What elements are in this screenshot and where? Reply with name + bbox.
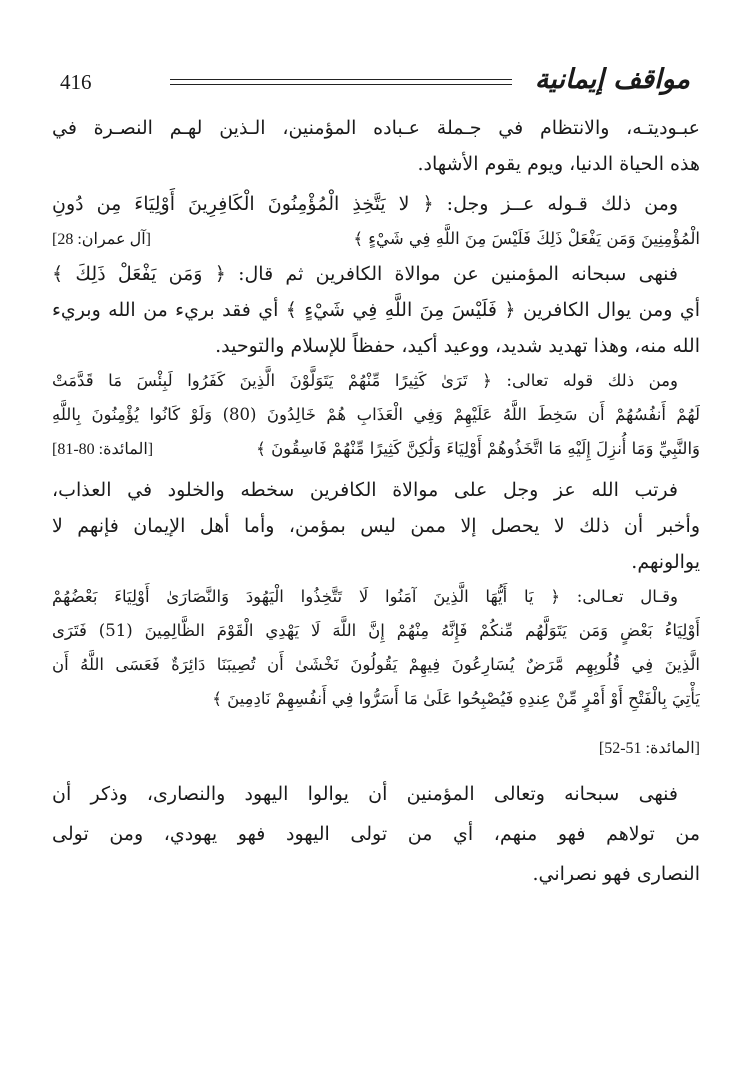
quran-verse: وقـال تعـالى: ﴿ يَا أَيُّهَا الَّذِينَ آمَنُوا لَا تَتَّخِذُوا الْيَهُودَ وَالنَّصَارَىٰ أَوْلِيَاءَ بَعْضُهُمْ bbox=[52, 587, 678, 606]
text-line: يوالونهم. bbox=[631, 551, 700, 573]
text-line: وأخبر أن ذلك لا يحصل إلا ممن ليس بمؤمن، وأما أهل الإيمان فإنهم لا bbox=[52, 515, 700, 537]
text-line: الله منه، وهذا تهديد شديد، ووعيد أكيد، حفظاً للإسلام والتوحيد. bbox=[215, 335, 700, 357]
quran-verse: لَهُمْ أَنفُسُهُمْ أَن سَخِطَ اللَّهُ عَلَيْهِمْ وَفِي الْعَذَابِ هُمْ خَالِدُونَ (80) وَلَوْ كَانُوا يُؤْمِنُونَ بِاللَّهِ bbox=[52, 405, 700, 424]
quran-verse: يَأْتِيَ بِالْفَتْحِ أَوْ أَمْرٍ مِّنْ عِندِهِ فَيُصْبِحُوا عَلَىٰ مَا أَسَرُّوا فِي أَنفُسِهِمْ نَادِمِينَ ﴾ bbox=[212, 689, 700, 708]
text-line: فنهى سبحانه المؤمنين عن موالاة الكافرين ثم قال: ﴿ وَمَن يَفْعَلْ ذَلِكَ ﴾ bbox=[52, 263, 678, 285]
page-body bbox=[52, 110, 700, 894]
verse-reference: [المائدة: 51-52] bbox=[598, 740, 700, 757]
verse-line-with-ref bbox=[52, 432, 700, 466]
header-title: مواقف إيمانية bbox=[534, 64, 690, 95]
text-line: فرتب الله عز وجل على موالاة الكافرين سخطه والخلود في العذاب، bbox=[52, 479, 678, 501]
text-line: أي ومن يوال الكافرين ﴿ فَلَيْسَ مِنَ اللَّهِ فِي شَيْءٍ ﴾ أي فقد بريء من الله وبريء bbox=[52, 299, 700, 321]
quran-verse: الْمُؤْمِنِينَ وَمَن يَفْعَلْ ذَلِكَ فَلَيْسَ مِنَ اللَّهِ فِي شَيْءٍ ﴾ bbox=[353, 229, 700, 248]
text-line: عبـوديتـه، والانتظام في جـملة عـباده المؤمنين، الـذين لهـم النصـرة في bbox=[52, 117, 700, 139]
text-line: ومن ذلك قـوله عــز وجل: ﴿ لا يَتَّخِذِ الْمُؤْمِنُونَ الْكَافِرِينَ أَوْلِيَاءَ مِن دُونِ bbox=[52, 193, 678, 215]
page-number: 416 bbox=[60, 70, 92, 94]
text-line: هذه الحياة الدنيا، ويوم يقوم الأشهاد. bbox=[417, 153, 700, 175]
text-line: فنهى سبحانه وتعالى المؤمنين أن يوالوا اليهود والنصارى، وذكر أن bbox=[52, 783, 678, 805]
text-line: النصارى فهو نصراني. bbox=[532, 863, 700, 885]
quran-verse: وَالنَّبِيِّ وَمَا أُنزِلَ إِلَيْهِ مَا اتَّخَذُوهُمْ أَوْلِيَاءَ وَلَٰكِنَّ كَثِيرًا مِّنْهُمْ فَاسِقُونَ ﴾ bbox=[256, 439, 700, 458]
quran-verse: ومن ذلك قوله تعالى: ﴿ تَرَىٰ كَثِيرًا مِّنْهُمْ يَتَوَلَّوْنَ الَّذِينَ كَفَرُوا لَبِئْسَ مَا قَدَّمَتْ bbox=[52, 371, 678, 390]
header-rule bbox=[170, 79, 512, 85]
text-line: من تولاهم فهو منهم، أي من تولى اليهود فهو يهودي، ومن تولى bbox=[52, 823, 700, 845]
verse-reference: [المائدة: 80-81] bbox=[52, 441, 154, 458]
verse-reference: [آل عمران: 28] bbox=[52, 231, 151, 248]
verse-line-with-ref bbox=[52, 222, 700, 256]
quran-verse: أَوْلِيَاءُ بَعْضٍ وَمَن يَتَوَلَّهُم مِّنكُمْ فَإِنَّهُ مِنْهُمْ إِنَّ اللَّهَ لَا يَهْدِي الْقَوْمَ الظَّالِمِينَ (51) فَتَرَى bbox=[52, 621, 700, 640]
quran-verse: الَّذِينَ فِي قُلُوبِهِم مَّرَضٌ يُسَارِعُونَ فِيهِمْ يَقُولُونَ نَخْشَىٰ أَن تُصِيبَنَا دَائِرَةٌ فَعَسَى اللَّهُ أَن bbox=[52, 655, 700, 674]
running-header bbox=[60, 62, 690, 102]
